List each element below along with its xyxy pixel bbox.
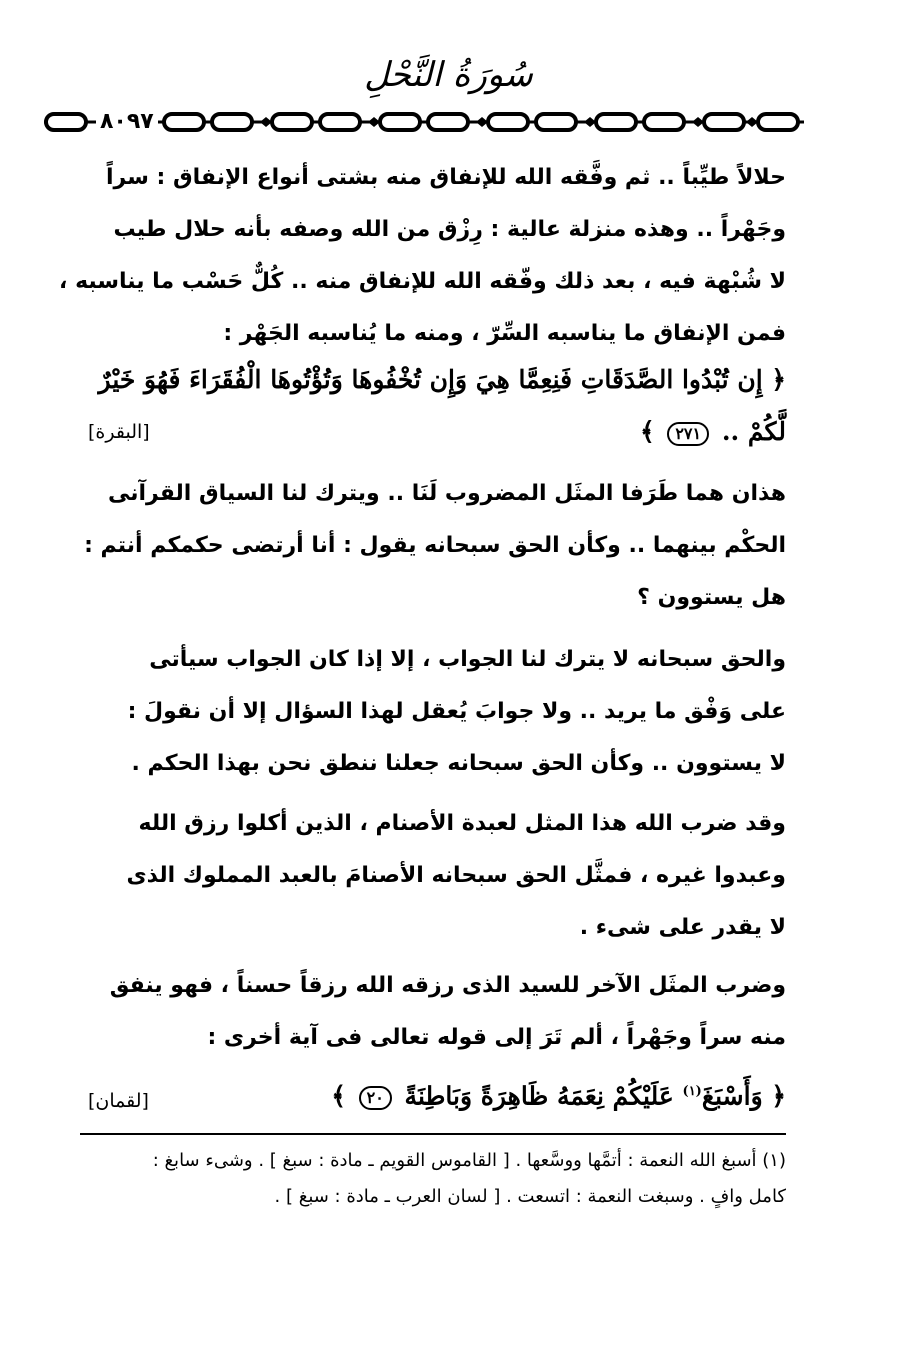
paragraph-4 [68, 798, 786, 954]
paragraph-2 [68, 468, 786, 624]
ayah-number-badge: ٢٠ [359, 1086, 392, 1110]
footnote-line: (١) أسبغ الله النعمة : أتمَّها ووسَّعها . [ القاموس القويم ـ مادة : سبغ ] . وشىء سابغ : [152, 1150, 786, 1171]
text-line: منه سراً وجَهْراً ، ألم تَرَ إلى قوله تعالى فى آية أخرى : [207, 1025, 786, 1050]
paragraph-1 [59, 152, 786, 360]
footnote-divider [80, 1133, 786, 1135]
text-line: وعبدوا غيره ، فمثَّل الحق سبحانه الأصنامَ بالعبد المملوك الذى [126, 863, 786, 888]
page-number: ٨٠٩٧ [96, 108, 158, 136]
verse-line [68, 1066, 786, 1122]
text-line: لا يقدر على شىء . [579, 915, 786, 940]
text-line: الحكْم بينهما .. وكأن الحق سبحانه يقول : أنا أرتضى حكمكم أنتم : [84, 533, 786, 558]
verse-text: لَّكُمْ .. [721, 417, 786, 446]
text-line: حلالاً طيِّباً .. ثم وفَّقه الله للإنفاق منه بشتى أنواع الإنفاق : سراً [106, 165, 786, 190]
text-line: وضرب المثَل الآخر للسيد الذى رزقه الله رزقاً حسناً ، فهو ينفق [109, 973, 786, 998]
verse-close-bracket: ﴾ [639, 417, 655, 446]
footnote [80, 1143, 786, 1215]
text-line: والحق سبحانه لا يترك لنا الجواب ، إلا إذا كان الجواب سيأتى [149, 647, 786, 672]
verse-text: ﴿ وَأَسْبَغَ [701, 1081, 786, 1111]
verse-text: عَلَيْكُمْ نِعَمَهُ ظَاهِرَةً وَبَاطِنَةً [404, 1081, 674, 1111]
paragraph-3 [68, 634, 786, 790]
footnote-line: كامل وافٍ . وسبغت النعمة : اتسعت . [ لسان العرب ـ مادة : سبغ ] . [274, 1186, 786, 1207]
quran-verse-2 [68, 1066, 786, 1122]
text-line: هذان هما طَرَفا المثَل المضروب لَنَا .. ويترك لنا السياق القرآنى [107, 481, 786, 506]
text-line: لا شُبْهة فيه ، بعد ذلك وفّقه الله للإنفاق منه .. كُلٌّ حَسْب ما يناسبه ، [59, 269, 786, 294]
verse-line [68, 406, 786, 458]
text-line: على وَفْق ما يريد .. ولا جوابَ يُعقل لهذا السؤال إلا أن نقولَ : [127, 699, 786, 724]
text-line: وجَهْراً .. وهذه منزلة عالية : رِزْق من الله وصفه بأنه حلال طيب [113, 217, 786, 242]
text-line: هل يستوون ؟ [637, 585, 786, 610]
verse-close-bracket: ﴾ [331, 1081, 346, 1111]
paragraph-5 [68, 960, 786, 1064]
surah-reference: [البقرة] [88, 421, 150, 443]
surah-reference: [لقمان] [88, 1090, 149, 1112]
footnote-mark: (١) [682, 1084, 702, 1099]
quran-verse-1 [68, 354, 786, 458]
surah-title: سُورَةُ النَّحْلِ [364, 55, 533, 95]
text-line: لا يستوون .. وكأن الحق سبحانه جعلنا ننطق نحن بهذا الحكم . [131, 751, 786, 776]
text-line: وقد ضرب الله هذا المثل لعبدة الأصنام ، الذين أكلوا رزق الله [138, 811, 786, 836]
text-line: فمن الإنفاق ما يناسبه السِّرّ ، ومنه ما يُناسبه الجَهْر : [223, 321, 786, 346]
ayah-number-badge: ٢٧١ [667, 422, 709, 446]
verse-line: ﴿ إِن تُبْدُوا الصَّدَقَاتِ فَنِعِمَّا هِيَ وَإِن تُخْفُوهَا وَتُؤْتُوهَا الْفُقَرَاءَ فَهُوَ خَيْرٌ [98, 365, 786, 394]
